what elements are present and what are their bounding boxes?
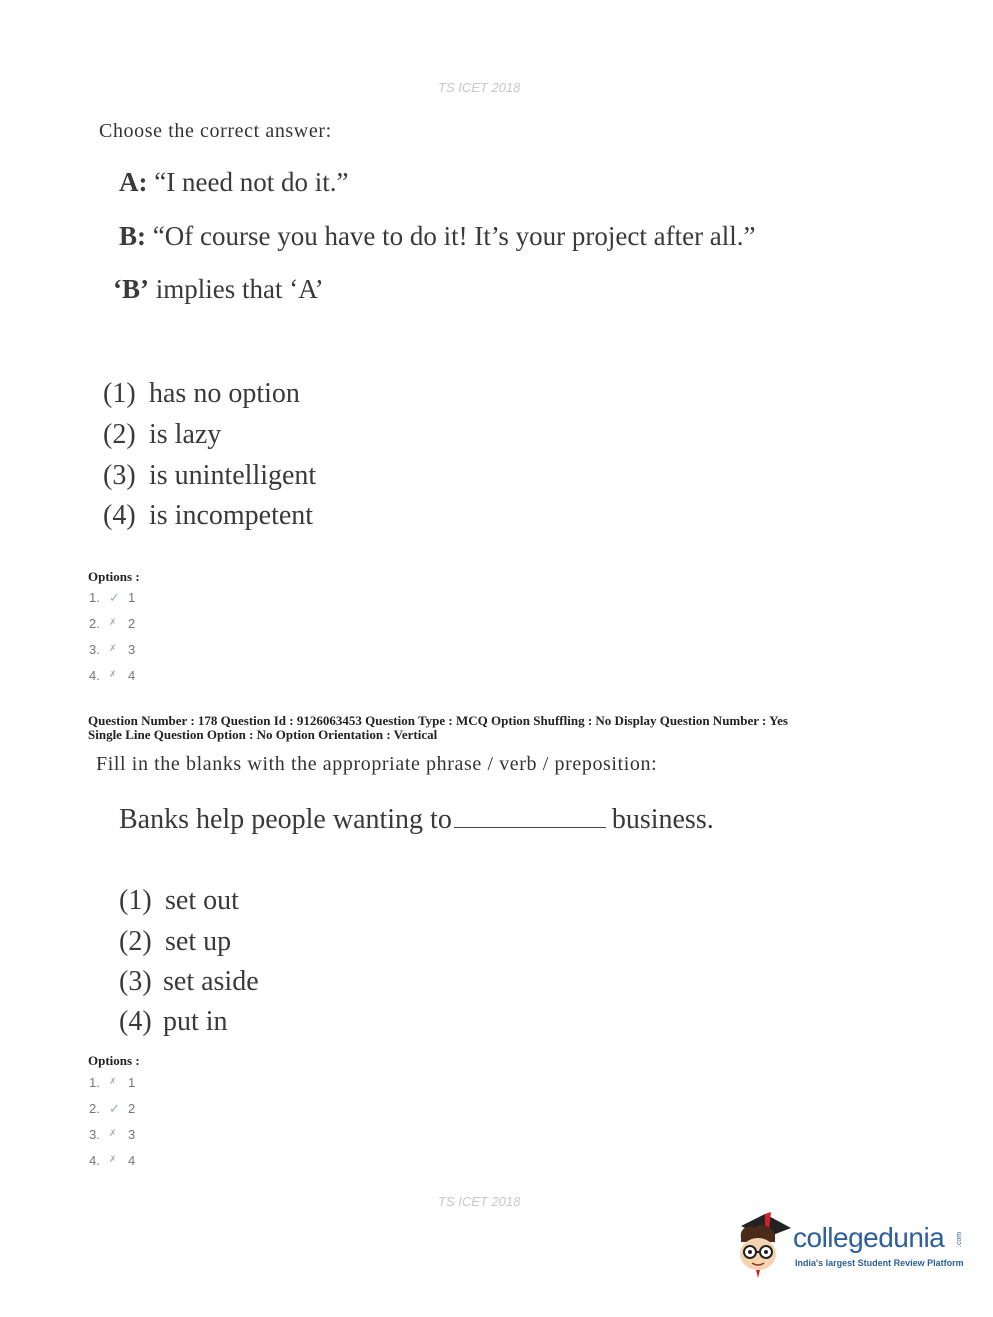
- option-index: 2.: [89, 616, 100, 631]
- q1-option-row: [89, 590, 135, 606]
- q2-option-row: [89, 1101, 135, 1117]
- q1-choice: [103, 460, 316, 492]
- q2-choice-text: set up: [165, 926, 232, 957]
- q2-option-row: [89, 1075, 135, 1090]
- q2-choice-num: (2): [119, 926, 152, 957]
- q2-instruction: Fill in the blanks with the appropriate phrase / verb / preposition:: [96, 753, 658, 775]
- q2-choice-text: set out: [165, 885, 239, 916]
- q1-choice: [103, 378, 300, 410]
- cross-icon: ✗: [109, 1128, 117, 1138]
- q2-meta-line1: Question Number : 178 Question Id : 9126063453 Question Type : MCQ Option Shuffling : No Display Question Number : Yes: [88, 713, 788, 728]
- q1-choice-text: is lazy: [149, 419, 222, 450]
- q1-implies-label: ‘B’: [113, 274, 149, 304]
- q1-option-row: [89, 642, 135, 657]
- q1-choice: [103, 500, 313, 532]
- check-icon: ✓: [109, 590, 120, 605]
- check-icon: ✓: [109, 1101, 120, 1116]
- fill-blank: [454, 805, 606, 828]
- q2-choice-text: set aside: [163, 966, 259, 997]
- option-value: 4: [128, 668, 136, 683]
- q2-option-row: [89, 1153, 135, 1168]
- option-value: 1: [128, 590, 136, 605]
- cross-icon: ✗: [109, 669, 117, 679]
- q1-line-b: [119, 221, 756, 252]
- cross-icon: ✗: [109, 1076, 117, 1086]
- collegedunia-logo: [735, 1208, 965, 1284]
- q1-choice-text: has no option: [149, 378, 300, 409]
- q2-choice-text: put in: [163, 1006, 228, 1037]
- q1-choice-num: (2): [103, 419, 136, 450]
- q2-sentence-before: Banks help people wanting to: [119, 804, 452, 835]
- q2-meta-line2: Single Line Question Option : No Option Orientation : Vertical: [88, 727, 438, 742]
- mascot-icon: [735, 1208, 793, 1284]
- q2-choice-num: (1): [119, 885, 152, 916]
- q1-line-a-label: A:: [119, 167, 148, 197]
- q1-line-b-text: “Of course you have to do it! It’s your project after all.”: [152, 221, 756, 251]
- option-value: 2: [128, 1101, 136, 1116]
- option-index: 4.: [89, 1153, 100, 1168]
- q1-instruction: Choose the correct answer:: [99, 120, 332, 142]
- option-value: 3: [128, 1127, 136, 1142]
- cross-icon: ✗: [109, 1154, 117, 1164]
- q2-choice: [119, 885, 239, 917]
- option-index: 4.: [89, 668, 100, 683]
- q2-sentence-after: business.: [611, 804, 714, 835]
- q2-choice: [119, 1006, 228, 1038]
- q1-option-row: [89, 616, 135, 631]
- q1-implies-text: implies that ‘A’: [155, 274, 324, 304]
- q1-line-a-text: “I need not do it.”: [154, 167, 349, 197]
- q1-choice: [103, 419, 221, 451]
- q1-choice-num: (4): [103, 500, 136, 531]
- option-value: 1: [128, 1075, 136, 1090]
- q2-option-row: [89, 1127, 135, 1142]
- footer-watermark: TS ICET 2018: [438, 1194, 521, 1209]
- option-value: 2: [128, 616, 136, 631]
- q1-choice-text: is unintelligent: [149, 460, 317, 491]
- option-index: 2.: [89, 1101, 100, 1116]
- logo-name: collegedunia: [793, 1222, 945, 1253]
- q2-choice: [119, 926, 231, 958]
- q2-choice: [119, 966, 259, 998]
- q2-choice-num: (3): [119, 966, 152, 997]
- q1-line-a: [119, 167, 348, 198]
- option-value: 3: [128, 642, 136, 657]
- option-index: 3.: [89, 642, 100, 657]
- option-index: 3.: [89, 1127, 100, 1142]
- cross-icon: ✗: [109, 643, 117, 653]
- option-index: 1.: [89, 590, 100, 605]
- cross-icon: ✗: [109, 617, 117, 627]
- q1-line-b-label: B:: [119, 221, 146, 251]
- option-value: 4: [128, 1153, 136, 1168]
- q1-choice-num: (3): [103, 460, 136, 491]
- q2-sentence: [119, 804, 714, 836]
- logo-tagline: India's largest Student Review Platform: [795, 1258, 964, 1268]
- q1-choice-num: (1): [103, 378, 136, 409]
- header-watermark: TS ICET 2018: [438, 80, 521, 95]
- q1-option-row: [89, 668, 135, 683]
- option-index: 1.: [89, 1075, 100, 1090]
- q1-choice-text: is incompetent: [149, 500, 314, 531]
- q1-options-header: Options :: [88, 569, 140, 584]
- logo-suffix: .com: [956, 1231, 964, 1248]
- q1-implies: [113, 274, 324, 305]
- q2-options-header: Options :: [88, 1053, 140, 1068]
- q2-choice-num: (4): [119, 1006, 152, 1037]
